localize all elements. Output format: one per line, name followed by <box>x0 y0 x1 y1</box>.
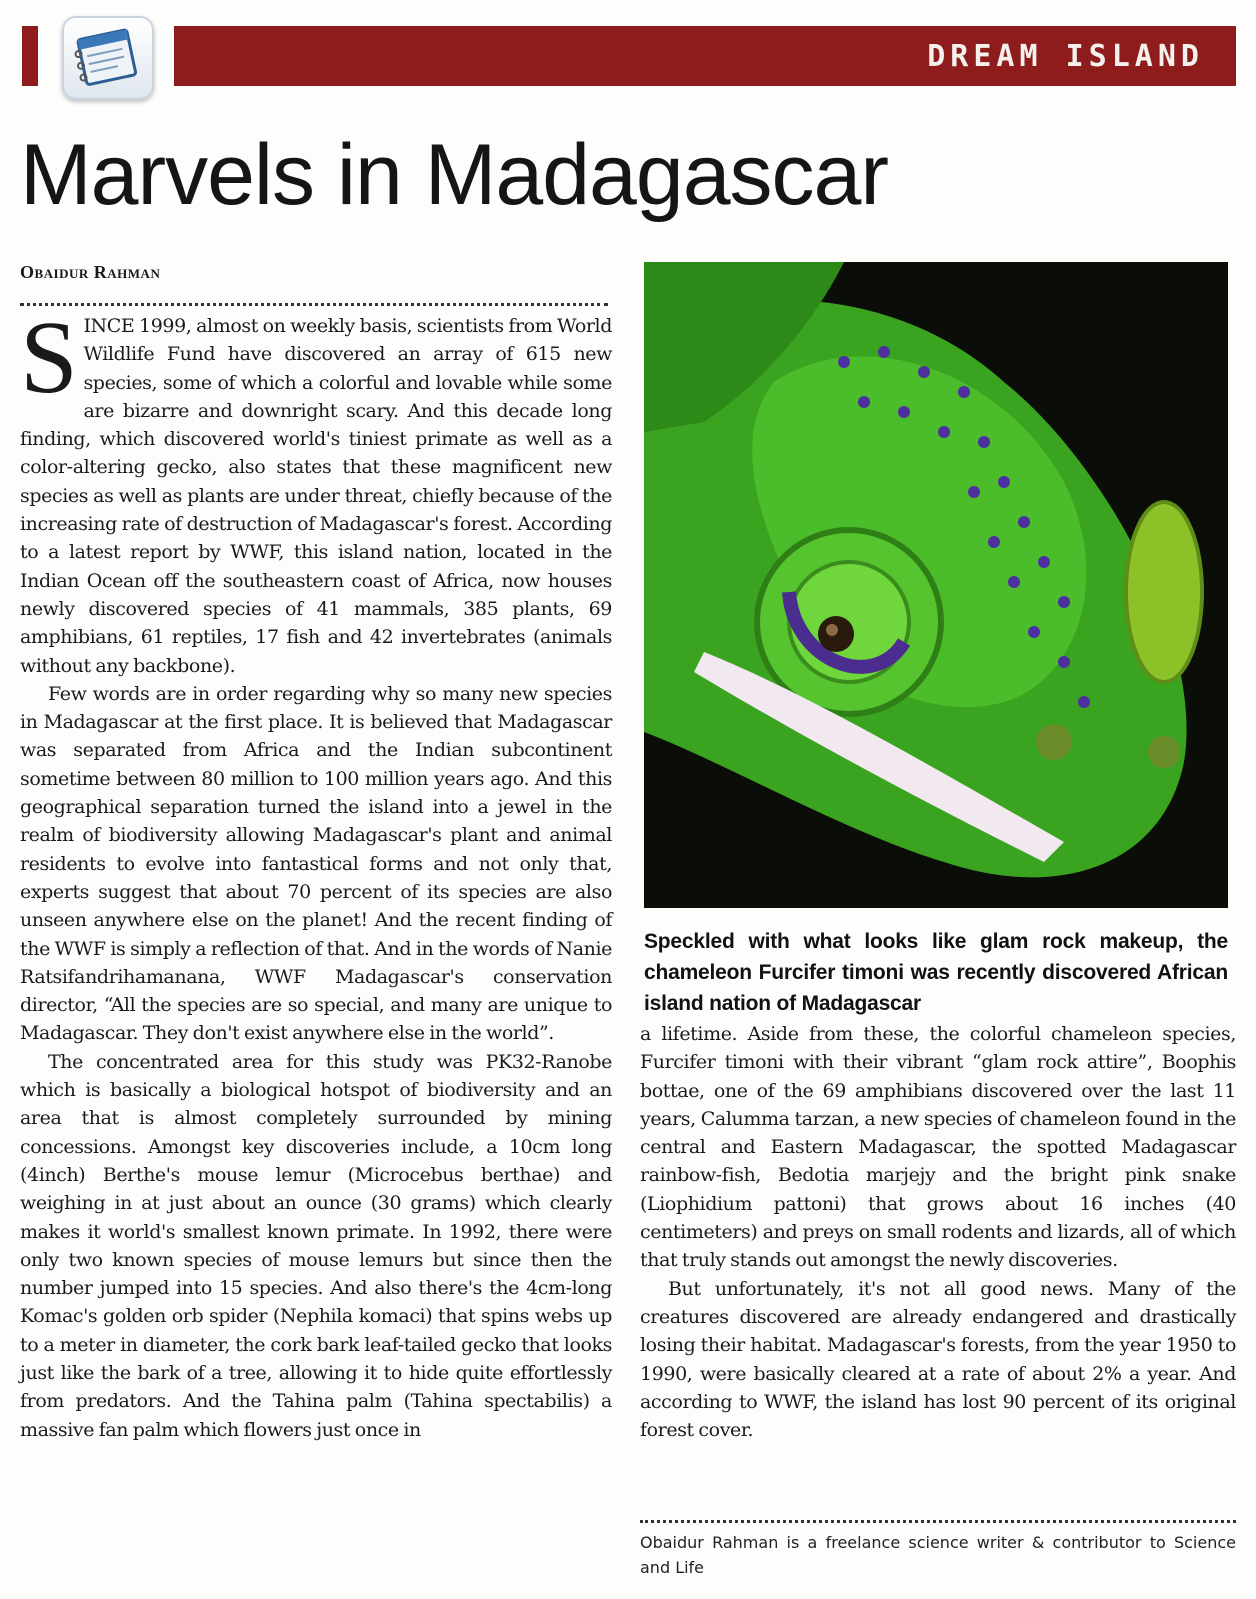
header-accent-bar <box>22 26 38 86</box>
photo-caption: Speckled with what looks like glam rock makeup, the chameleon Furcifer timoni was recently discovered African island nation of Madagascar <box>644 930 1228 1015</box>
byline: Obaidur Rahman <box>20 262 161 282</box>
paragraph-1 <box>20 300 612 680</box>
article-column-left <box>20 300 612 1444</box>
article-column-right <box>640 1020 1236 1444</box>
headline: Marvels in Madagascar <box>20 127 889 223</box>
section-banner <box>174 26 1236 86</box>
paragraph-5: But unfortunately, it's not all good news. Many of the creatures discovered are already endangered and drastically losing their habitat. Madagascar's forests, from the year 1950 to 1990, were basically cleared at a rate of about 2% a year. And according to WWF, the island has lost 90 percent of its original forest cover. <box>640 1277 1236 1442</box>
author-note: Obaidur Rahman is a freelance science writer & contributor to Science and Life <box>640 1533 1236 1577</box>
notebook-icon <box>62 16 154 100</box>
section-label: DREAM ISLAND <box>927 39 1204 74</box>
paragraph-1-text: INCE 1999, almost on weekly basis, scientists from World Wildlife Fund have discovered an array of 615 new species, some of which a colorful and lovable while some are bizarre and downright scary. And this decade long finding, which discovered world's tiniest primate as well as a color-altering gecko, also states that these magnificent new species as well as plants are under threat, chiefly because of the increasing rate of destruction of Madagascar's forest. According to a latest report by WWF, this island nation, located in the Indian Ocean off the southeastern coast of Africa, now houses newly discovered species of 41 mammals, 385 plants, 69 amphibians, 61 reptiles, 17 fish and 42 invertebrates (animals without any backbone). <box>20 315 612 677</box>
paragraph-4: a lifetime. Aside from these, the colorful chameleon species, Furcifer timoni with their vibrant “glam rock attire”, Boophis bottae, one of the 69 amphibians discovered over the last 11 years, Calumma tarzan, a new species of chameleon found in the central and Eastern Madagascar, the spotted Madagascar rainbow-fish, Bedotia marjejy and the bright pink snake (Liophidium pattoni) that grows about 16 inches (40 centimeters) and preys on small rodents and lizards, all of which that truly stands out amongst the newly discoveries. <box>640 1023 1236 1272</box>
chameleon-photo <box>644 262 1228 908</box>
author-note-divider <box>640 1520 1236 1523</box>
paragraph-2: Few words are in order regarding why so many new species in Madagascar at the first place. It is believed that Madagascar was separated from Africa and the Indian subcontinent sometime between 80 million to 100 million years ago. And this geographical separation turned the island into a jewel in the realm of biodiversity allowing Madagascar's plant and animal residents to evolve into fantastical forms and not only that, experts suggest that about 70 percent of its species are also unseen anywhere else on the planet! And the recent finding of the WWF is simply a reflection of that. And in the words of Nanie Ratsifandrihamanana, WWF Madagascar's conservation director, “All the species are so special, and many are unique to Madagascar. They don't exist anywhere else in the world”. <box>20 682 612 1045</box>
paragraph-3: The concentrated area for this study was PK32-Ranobe which is basically a biological hotspot of biodiversity and an area that is almost completely surrounded by mining concessions. Amongst key discoveries include, a 10cm long (4inch) Berthe's mouse lemur (Microcebus berthae) and weighing in at just about an ounce (30 grams) which clearly makes it world's smallest known primate. In 1992, there were only two known species of mouse lemurs but since then the number jumped into 15 species. And also there's the 4cm-long Komac's golden orb spider (Nephila komaci) that spins webs up to a meter in diameter, the cork bark leaf-tailed gecko that looks just like the bark of a tree, allowing it to hide quite effortlessly from predators. And the Tahina palm (Tahina spectabilis) a massive fan palm which flowers just once in <box>20 1050 612 1441</box>
drop-cap: S <box>20 300 78 415</box>
byline-divider <box>20 303 608 306</box>
